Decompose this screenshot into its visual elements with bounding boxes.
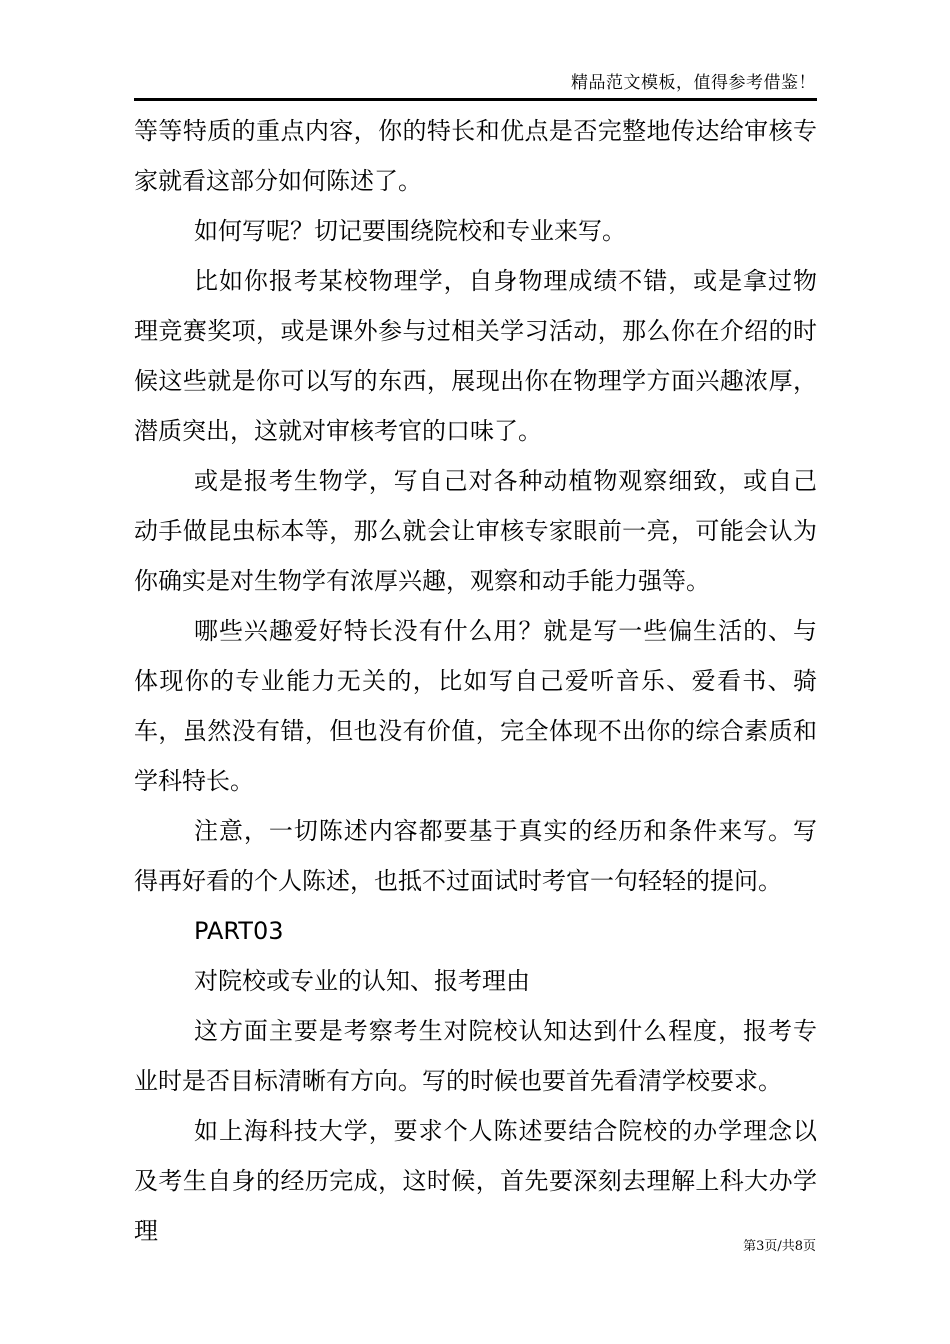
paragraph: 这方面主要是考察考生对院校认知达到什么程度，报考专业时是否目标清晰有方向。写的时候也要首先看清学校要求。 [134, 1017, 817, 1095]
paragraph: 如上海科技大学，要求个人陈述要结合院校的办学理念以及考生自身的经历完成，这时候，首先要深刻去理解上科大办学理 [134, 1117, 817, 1245]
page-number: 第3页/共8页 [743, 1239, 816, 1254]
document-body [134, 106, 817, 1256]
paragraph: 等等特质的重点内容，你的特长和优点是否完整地传达给审核专家就看这部分如何陈述了。 [134, 117, 817, 195]
paragraph: 哪些兴趣爱好特长没有什么用？就是写一些偏生活的、与体现你的专业能力无关的，比如写自己爱听音乐、爱看书、骑车，虽然没有错，但也没有价值，完全体现不出你的综合素质和学科特长。 [134, 617, 817, 795]
header-divider [134, 98, 817, 101]
paragraph: 比如你报考某校物理学，自身物理成绩不错，或是拿过物理竞赛奖项，或是课外参与过相关学习活动，那么你在介绍的时候这些就是你可以写的东西，展现出你在物理学方面兴趣浓厚，潜质突出，这就对审核考官的口味了。 [134, 267, 817, 445]
paragraph: 如何写呢？切记要围绕院校和专业来写。 [194, 217, 626, 245]
header-note: 精品范文模板，值得参考借鉴！ [571, 73, 816, 93]
paragraph: 或是报考生物学，写自己对各种动植物观察细致，或自己动手做昆虫标本等，那么就会让审核专家眼前一亮，可能会认为你确实是对生物学有浓厚兴趣，观察和动手能力强等。 [134, 467, 817, 595]
paragraph: 注意，一切陈述内容都要基于真实的经历和条件来写。写得再好看的个人陈述，也抵不过面试时考官一句轻轻的提问。 [134, 817, 817, 895]
section-heading: 对院校或专业的认知、报考理由 [194, 967, 530, 995]
section-label: PART03 [194, 917, 284, 945]
